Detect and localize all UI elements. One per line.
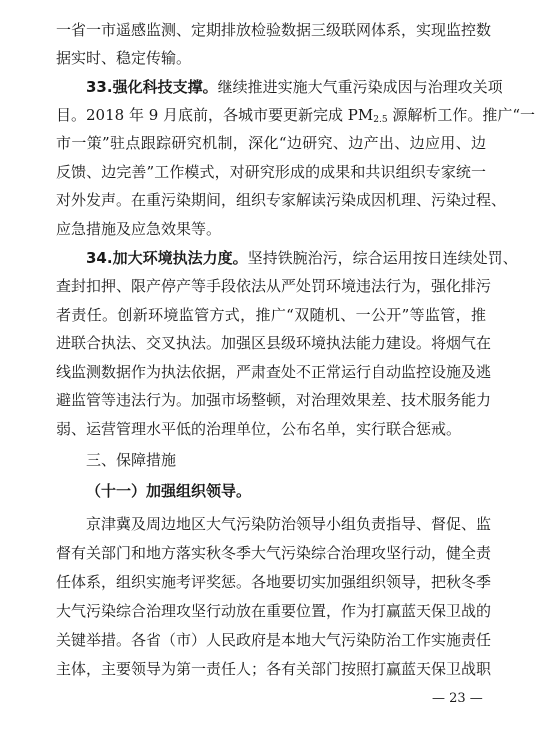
text-line: 线监测数据作为执法依据，严肃查处不正常运行自动监控设施及逃 — [56, 363, 492, 381]
item-33-title: 33.强化科技支撑。 — [86, 78, 218, 96]
pm-subscript: 2.5 — [373, 115, 388, 125]
subsection-heading: （十一）加强组织领导。 — [86, 482, 252, 500]
item-33-line-2: 目。2018 年 9 月底前，各城市要更新完成 $PM_{2.5}$ 源解析工作。推广“一 — [56, 106, 536, 125]
text-line: 据实时、稳定传输。 — [56, 49, 192, 67]
text-line: 京津冀及周边地区大气污染防治领导小组负责指导、督促、监 — [86, 515, 492, 533]
text-line: 大气污染综合治理攻坚行动放在重要位置，作为打赢蓝天保卫战的 — [56, 602, 492, 620]
text-line: 对外发声。在重污染期间，组织专家解读污染成因机理、污染过程、 — [56, 191, 507, 209]
item-33-line-1: 33.强化科技支撑。继续推进实施大气重污染成因与治理攻关项 — [86, 78, 503, 96]
page-number: — 23 — — [432, 691, 483, 706]
text-line: 关键举措。各省（市）人民政府是本地大气污染防治工作实施责任 — [56, 631, 492, 649]
text-line: 应急措施及应急效果等。 — [56, 220, 222, 238]
text-line: 弱、运营管理水平低的治理单位，公布名单，实行联合惩戒。 — [56, 420, 462, 438]
text-line: 者责任。创新环境监管方式，推广“双随机、一公开”等监管，推 — [56, 306, 486, 324]
text-line: 主体，主要领导为第一责任人；各有关部门按照打赢蓝天保卫战职 — [56, 660, 492, 678]
text-line: 督有关部门和地方落实秋冬季大气污染综合治理攻坚行动，健全责 — [56, 544, 492, 562]
text-line: 一省一市遥感监测、定期排放检验数据三级联网体系，实现监控数 — [56, 21, 492, 39]
item-34-title: 34.加大环境执法力度。 — [86, 249, 248, 267]
text-line: 进联合执法、交叉执法。加强区县级环境执法能力建设。将烟气在 — [56, 334, 492, 352]
text-line: 任体系，组织实施考评奖惩。各地要切实加强组织领导，把秋冬季 — [56, 573, 492, 591]
item-34-line-1: 34.加大环境执法力度。坚持铁腕治污，综合运用按日连续处罚、 — [86, 249, 518, 267]
text-line: 避监管等违法行为。加强市场整顿，对治理效果差、技术服务能力 — [56, 391, 492, 409]
text-line: 查封扣押、限产停产等手段依法从严处罚环境违法行为，强化排污 — [56, 277, 492, 295]
text-line: 市一策”驻点跟踪研究机制，深化“边研究、边产出、边应用、边 — [56, 134, 486, 152]
text-line: 反馈、边完善”工作模式，对研究形成的成果和共识组织专家统一 — [56, 163, 486, 181]
section-heading: 三、保障措施 — [86, 451, 177, 469]
